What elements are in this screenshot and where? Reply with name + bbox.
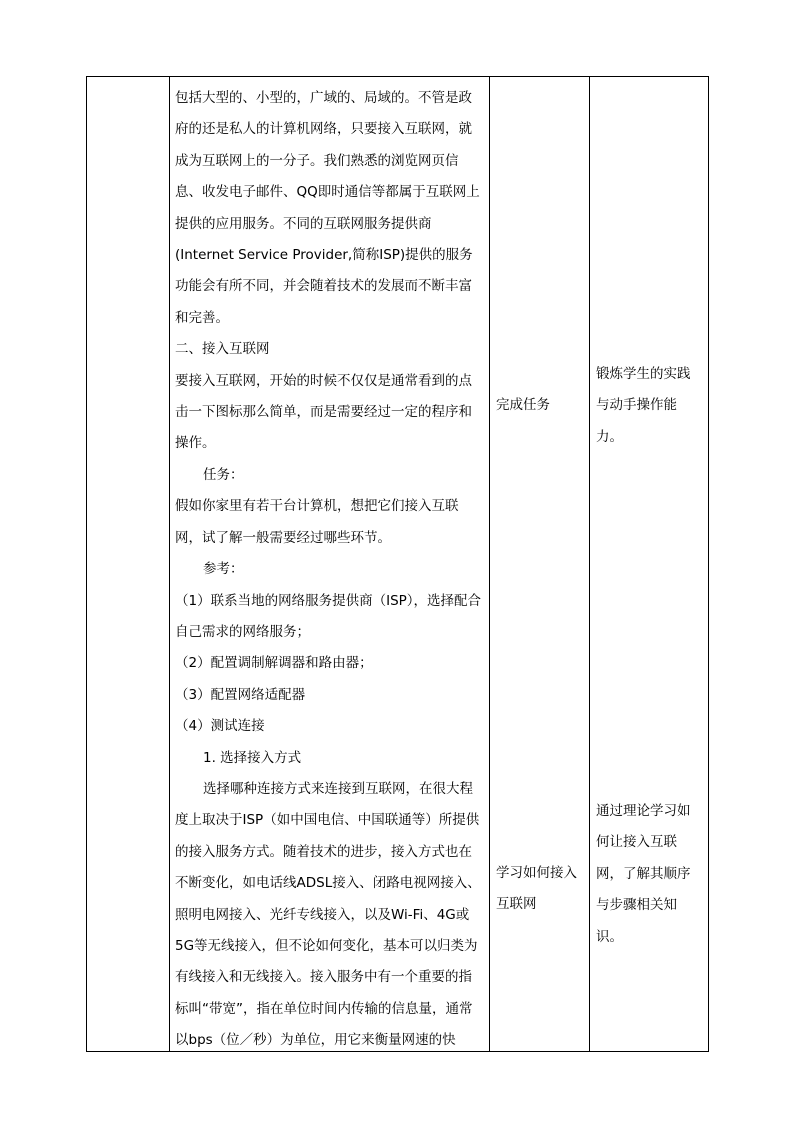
step-item: （3）配置网络适配器 xyxy=(175,686,306,703)
section-heading: 二、接入互联网 xyxy=(175,341,270,358)
activity-text: 完成任务 xyxy=(496,397,550,413)
intro-paragraph: 包括大型的、小型的，广域的、局域的。不管是政府的还是私人的计算机网络，只要接入互联网，就成为互联网上的一分子。我们熟悉的浏览网页信息、收发电子邮件、QQ即时通信等都属于互联网上提供的应用服务。不同的互联网服务提供商(Internet Service Provider,简称ISP)提供的服务功能会有所不同，并会随着技术的发展而不断丰富和完善。 xyxy=(175,90,480,326)
design-intent-cell xyxy=(590,77,709,1052)
access-paragraph: 要接入互联网，开始的时候不仅仅是通常看到的点击一下图标那么简单，而是需要经过一定的程序和操作。 xyxy=(175,372,472,452)
lesson-plan-table xyxy=(86,76,709,1052)
empty-cell xyxy=(87,77,170,1052)
student-activity-cell xyxy=(490,77,590,1052)
step-item: （2）配置调制解调器和路由器； xyxy=(175,655,373,672)
teaching-content-cell xyxy=(170,77,490,1052)
step-item: （1）联系当地的网络服务提供商（ISP），选择配合自己需求的网络服务； xyxy=(175,592,482,640)
activity-text: 学习如何接入互联网 xyxy=(496,865,577,913)
intent-text: 通过理论学习如何让接入互联网，了解其顺序与步骤相关知识。 xyxy=(596,803,691,945)
method-paragraph: 选择哪种连接方式来连接到互联网，在很大程度上取决于ISP（如中国电信、中国联通等）所提供的接入服务方式。随着技术的进步，接入方式也在不断变化，如电话线ADSL接入、闭路电视网接入、照明电网接入、光纤专线接入，以及Wi-Fi、4G或5G等无线接入，但不论如何变化，基本可以归类为有线接入和无线接入。接入服务中有一个重要的指标叫“带宽”，指在单位时间内传输的信息量，通常以bps（位／秒）为单位，用它来衡量网速的快 xyxy=(175,780,481,1049)
table-row xyxy=(87,77,709,1052)
task-text: 假如你家里有若干台计算机，想把它们接入互联网，试了解一般需要经过哪些环节。 xyxy=(175,498,459,546)
intent-text: 锻炼学生的实践与动手操作能力。 xyxy=(596,366,691,445)
step-item: （4）测试连接 xyxy=(175,718,265,735)
reference-label: 参考： xyxy=(203,561,244,578)
subsection-heading: 1. 选择接入方式 xyxy=(203,749,302,766)
task-label: 任务： xyxy=(203,466,244,483)
